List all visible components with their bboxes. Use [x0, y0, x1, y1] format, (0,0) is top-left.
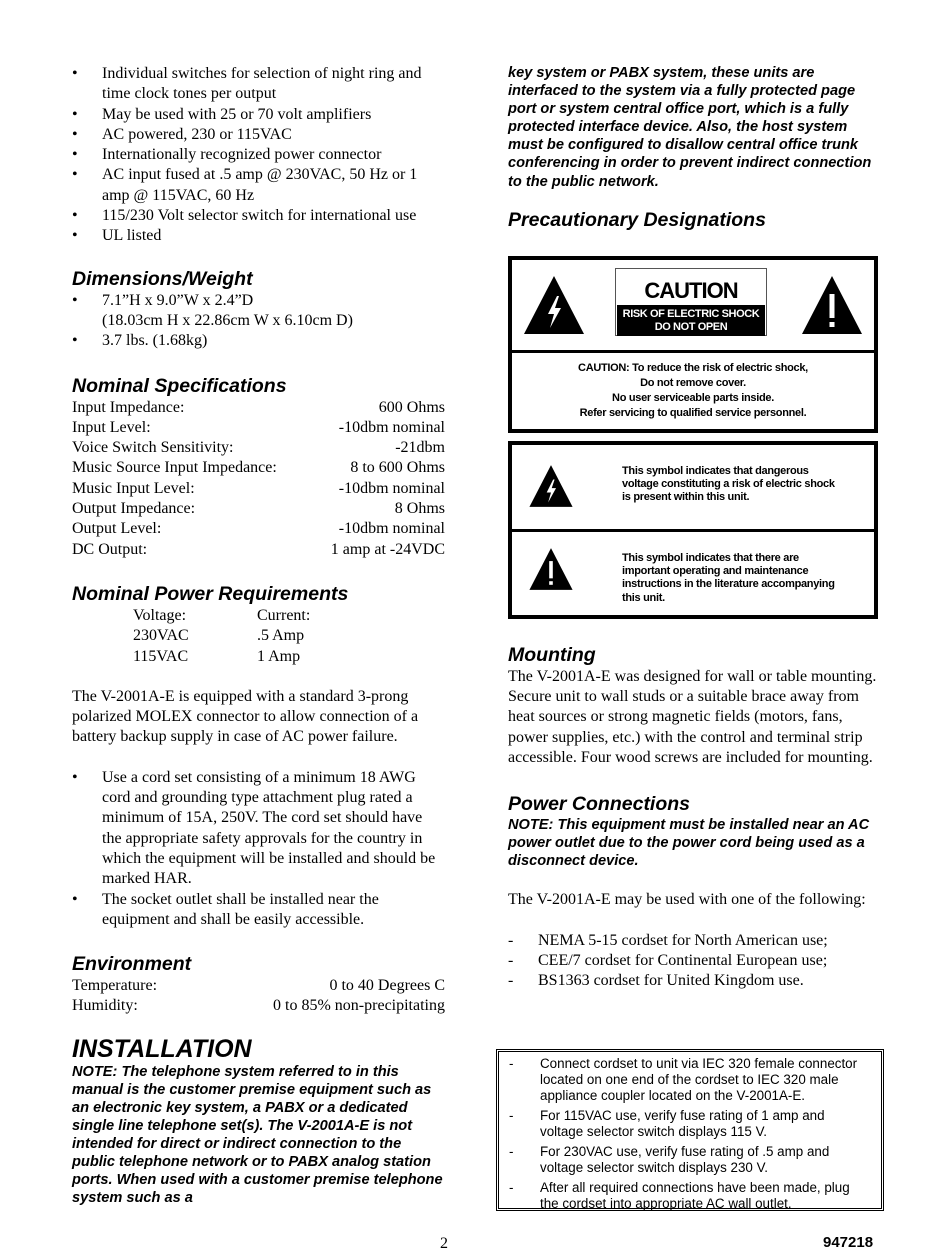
spec-value: 8 Ohms [394, 500, 445, 518]
list-item: • Individual switches for selection of night ring and time clock tones per output [72, 64, 445, 105]
spec-row [72, 540, 445, 560]
current-value: .5 Amp [257, 627, 305, 645]
list-item: • AC powered, 230 or 115VAC [72, 125, 445, 145]
installation-note-continued: key system or PABX system, these units are interfaced to the system via a fully protected page port or system central office port, which is a fully protected interface device. Also, the host system must be configured to disallow central office trunk conferencing in order to prevent indirect connection to the public network. [508, 65, 872, 190]
list-item: • 3.7 lbs. (1.68kg) [72, 331, 445, 351]
caution-text [512, 353, 874, 429]
spec-row [72, 418, 445, 438]
spec-label: Voice Switch Sensitivity: [72, 439, 234, 457]
mounting-heading: Mounting [508, 643, 596, 666]
power-req-header [72, 606, 445, 626]
spec-label: DC Output: [72, 540, 148, 558]
precautionary-heading: Precautionary Designations [508, 208, 766, 231]
nominal-specs-table [72, 398, 445, 560]
spec-row [72, 499, 445, 519]
caution-line: No user serviceable parts inside. [612, 391, 774, 404]
dimensions-heading: Dimensions/Weight [72, 267, 253, 290]
symbol-description: This symbol indicates that dangerous voltage constituting a risk of electric shock is present within this unit. [622, 464, 835, 504]
spec-label: Input Impedance: [72, 398, 185, 416]
power-req-table [72, 606, 445, 667]
spec-row [72, 458, 445, 478]
spec-row [72, 438, 445, 458]
connection-steps-list [509, 1056, 871, 1212]
spec-value: -10dbm nominal [338, 479, 445, 497]
list-item: • 115/230 Volt selector switch for international use [72, 206, 445, 226]
exclamation-warning-icon [800, 274, 864, 336]
caution-label-box [615, 268, 767, 336]
voltage-header: Voltage: [133, 606, 187, 624]
right-column [508, 64, 880, 992]
spec-label: Output Impedance: [72, 500, 196, 518]
list-item: • Internationally recognized power connector [72, 145, 445, 165]
caution-panel-top [512, 260, 874, 353]
power-connections-heading: Power Connections [508, 793, 691, 816]
spec-value: -10dbm nominal [338, 520, 445, 538]
cordset-requirements-list [72, 768, 445, 930]
symbol-panel [508, 441, 878, 619]
spec-label: Temperature: [72, 977, 158, 995]
lightning-warning-icon [528, 463, 574, 509]
dimensions-list [72, 291, 445, 352]
connection-steps-box [496, 1049, 884, 1211]
power-req-row [72, 626, 445, 646]
spec-row [72, 479, 445, 499]
list-item: • The socket outlet shall be installed near the equipment and shall be easily accessible. [72, 890, 445, 931]
power-connections-text: The V-2001A-E may be used with one of the following: [508, 891, 866, 909]
caution-line: CAUTION: To reduce the risk of electric shock, [578, 361, 808, 374]
spec-value: -21dbm [395, 439, 445, 457]
size-in: 7.1”H x 9.0”W x 2.4”D [102, 291, 254, 309]
list-item: • UL listed [72, 226, 445, 246]
list-item: - Connect cordset to unit via IEC 320 female connector located on one end of the cordset to IEC 320 male appliance coupler located on the V-2001A-E. [509, 1056, 871, 1104]
symbol-row-instructions [512, 529, 874, 615]
caution-title: CAUTION [644, 277, 738, 303]
doc-number: 947218 [823, 1234, 874, 1251]
spec-row [72, 398, 445, 418]
nominal-specs-heading: Nominal Specifications [72, 374, 287, 397]
symbol-description: This symbol indicates that there are important operating and maintenance instructions in the literature accompanying this unit. [622, 551, 835, 604]
caution-subtitle [617, 305, 765, 336]
list-item: • Use a cord set consisting of a minimum 18 AWG cord and grounding type attachment plug rated a minimum of 15A, 250V. The cord set should have the appropriate safety approvals for the country in which the equipment will be installed and should be marked HAR. [72, 768, 445, 890]
spec-label: Input Level: [72, 418, 151, 436]
power-connections-note: NOTE: This equipment must be installed near an AC power outlet due to the power cord being used as a disconnect device. [508, 817, 870, 870]
spec-label: Music Source Input Impedance: [72, 459, 277, 477]
voltage-value: 115VAC [133, 647, 189, 665]
spec-value: 0 to 85% non-precipitating [273, 997, 445, 1015]
caution-panel [508, 256, 878, 433]
list-item [72, 291, 445, 332]
feature-list [72, 64, 445, 247]
power-req-heading: Nominal Power Requirements [72, 582, 349, 605]
power-req-row [72, 647, 445, 667]
spec-label: Humidity: [72, 997, 138, 1015]
spec-label: Music Input Level: [72, 479, 195, 497]
list-item: - For 115VAC use, verify fuse rating of 1 amp and voltage selector switch displays 115 V. [509, 1108, 871, 1140]
symbol-row-voltage [512, 445, 874, 529]
voltage-value: 230VAC [133, 627, 189, 645]
current-value: 1 Amp [257, 647, 301, 665]
mounting-text: The V-2001A-E was designed for wall or table mounting. Secure unit to wall studs or a suitable brace away from heat sources or strong magnetic fields (motors, fans, power supplies, etc.) with the control and terminal strip accessible. Four wood screws are included for mounting. [508, 667, 877, 766]
environment-heading: Environment [72, 953, 192, 976]
page-number: 2 [440, 1235, 448, 1252]
list-item: - CEE/7 cordset for Continental European use; [508, 951, 880, 971]
list-item: - BS1363 cordset for United Kingdom use. [508, 971, 880, 991]
current-header: Current: [257, 606, 311, 624]
list-item: - After all required connections have been made, plug the cordset into appropriate AC wall outlet. [509, 1180, 871, 1212]
spec-value: 8 to 600 Ohms [350, 459, 445, 477]
cordset-list [508, 931, 880, 992]
spec-label: Output Level: [72, 520, 162, 538]
caution-line: Refer servicing to qualified service personnel. [579, 406, 807, 419]
size-cm: (18.03cm H x 22.86cm W x 6.10cm D) [102, 311, 353, 329]
caution-sub-line: RISK OF ELECTRIC SHOCK [622, 307, 760, 320]
molex-paragraph: The V-2001A-E is equipped with a standard 3-prong polarized MOLEX connector to allow connection of a battery backup supply in case of AC power failure. [72, 687, 419, 746]
spec-row [72, 519, 445, 539]
exclamation-warning-icon [528, 546, 574, 592]
caution-sub-line: DO NOT OPEN [654, 320, 728, 333]
left-column [72, 64, 445, 1207]
installation-heading: INSTALLATION [72, 1034, 252, 1063]
list-item: - For 230VAC use, verify fuse rating of .5 amp and voltage selector switch displays 230 V. [509, 1144, 871, 1176]
list-item: • May be used with 25 or 70 volt amplifiers [72, 105, 445, 125]
caution-line: Do not remove cover. [640, 376, 746, 389]
list-item: - NEMA 5-15 cordset for North American use; [508, 931, 880, 951]
spec-row [72, 976, 445, 996]
spec-value: -10dbm nominal [338, 418, 445, 436]
spec-value: 1 amp at -24VDC [330, 540, 445, 558]
spec-row [72, 996, 445, 1016]
spec-value: 600 Ohms [378, 398, 445, 416]
installation-note: NOTE: The telephone system referred to in this manual is the customer premise equipment such as an electronic key system, a PABX or a dedicated single line telephone set(s). The V-2001A-E is not intended for direct or indirect connection to the public telephone network or to PABX analog station ports. When used with a customer premise telephone system such as a [72, 1063, 443, 1207]
spec-value: 0 to 40 Degrees C [329, 977, 445, 995]
lightning-warning-icon [522, 274, 586, 336]
environment-table [72, 976, 445, 1017]
list-item: • AC input fused at .5 amp @ 230VAC, 50 Hz or 1 amp @ 115VAC, 60 Hz [72, 165, 445, 206]
